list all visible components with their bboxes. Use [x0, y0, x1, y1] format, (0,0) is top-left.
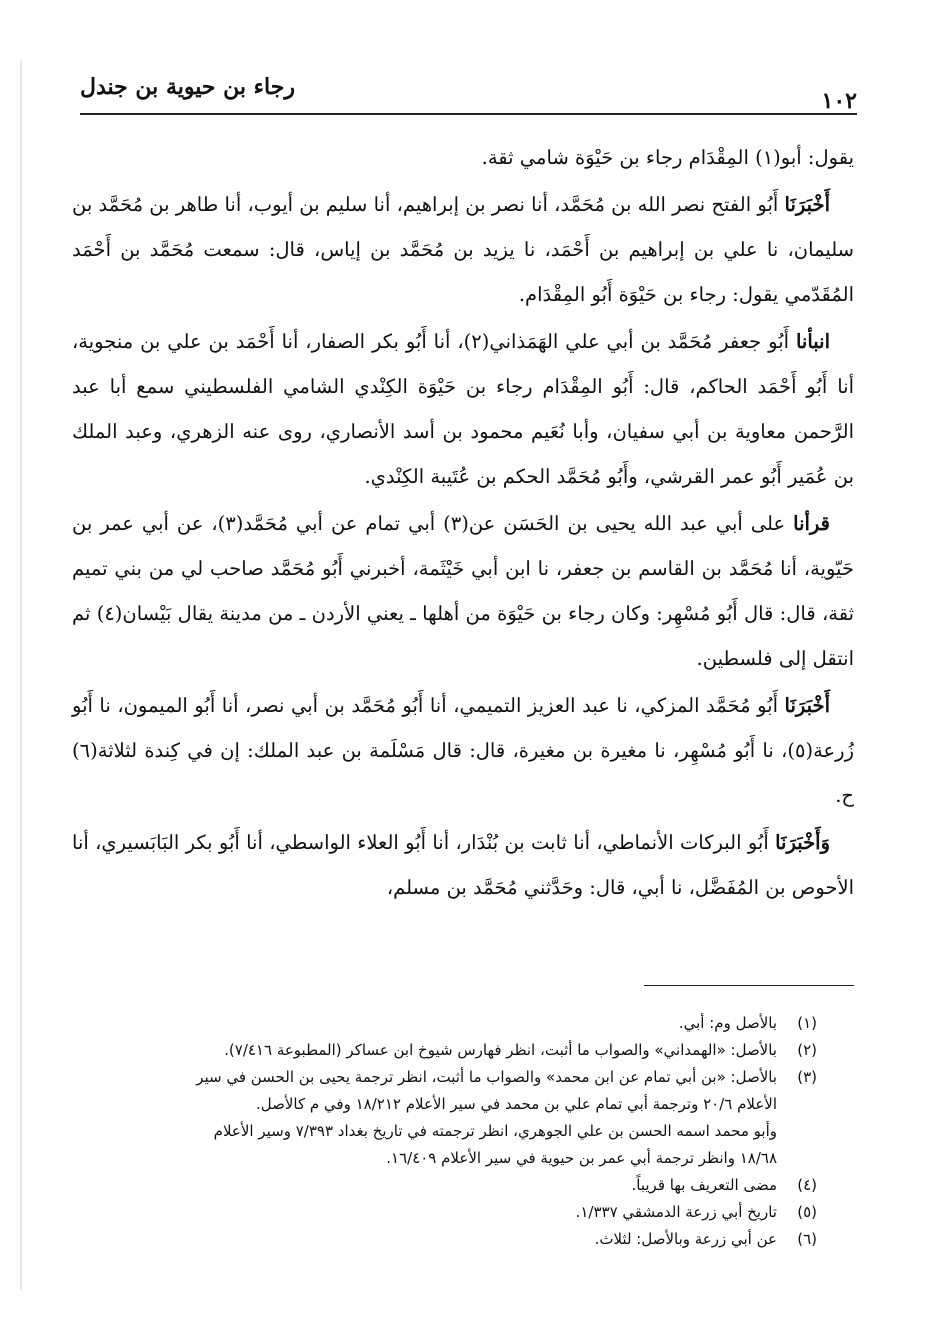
footnote-line: ١٨/٦٨ وانظر ترجمة أبي عمر بن حيوية في سير الأعلام ١٦/٤٠٩. — [386, 1149, 777, 1167]
paragraph — [72, 501, 854, 681]
footnote-rule — [644, 985, 854, 986]
paragraph-lead: أَخْبَرَنَا — [784, 694, 830, 717]
footnote — [80, 1226, 817, 1253]
footnote-number: (٢) — [797, 1041, 817, 1059]
paragraph-text: أَبُو مُحَمَّد المزكي، نا عبد العزيز التميمي، أنا أَبُو مُحَمَّد بن أبي نصر، أنا أَبُو الميمون، نا أَبُو زُرعة(٥)، نا أَبُو مُسْهِر، نا مغيرة بن مغيرة، قال: قال مَسْلَمة بن عبد الملك: إن في كِندة لثلاثة(٦) ح. — [72, 694, 854, 807]
paragraph — [72, 135, 854, 180]
footnote-line: تاريخ أبي زرعة الدمشقي ١/٣٣٧. — [575, 1203, 777, 1221]
paragraph-text: يقول: أبو(١) المِقْدَام رجاء بن حَيْوَة شامي ثقة. — [481, 146, 854, 169]
paragraph — [72, 683, 854, 818]
footnote-line: مضى التعريف بها قريباً. — [631, 1176, 777, 1194]
page-number: ١٠٢ — [821, 88, 857, 114]
paragraph-lead: وَأَخْبَرَنَا — [775, 831, 830, 854]
footnote-line: بالأصل وم: أبي. — [678, 1014, 777, 1032]
paragraph-text: أَبُو الفتح نصر الله بن مُحَمَّد، أنا نصر بن إبراهيم، أنا سليم بن أيوب، أنا طاهر بن مُحَمَّد بن سليمان، نا علي بن إبراهيم بن أَحْمَد، نا يزيد بن مُحَمَّد بن إياس، قال: سمعت مُحَمَّد بن أَحْمَد المُقَدّمي يقول: رجاء بن حَيْوَة أَبُو المِقْدَام. — [72, 193, 854, 306]
footnote-number: (١) — [797, 1014, 817, 1032]
paragraph-text: أَبُو البركات الأنماطي، أنا ثابت بن بُنْدَار، أنا أَبُو العلاء الواسطي، أنا أَبُو بكر البَابَسيري، أنا الأحوص بن المُفَضَّل، نا أبي، قال: وحَدَّثني مُحَمَّد بن مسلم، — [72, 831, 854, 899]
footnote-line: الأعلام ٢٠/٦ وترجمة أبي تمام علي بن محمد في سير الأعلام ١٨/٢١٢ وفي م كالأصل. — [255, 1095, 777, 1113]
paragraph-text: أَبُو جعفر مُحَمَّد بن أبي علي الهَمَذاني(٢)، أنا أَبُو بكر الصفار، أنا أَحْمَد بن علي بن منجوية، أنا أَبُو أَحْمَد الحاكم، قال: أَبُو المِقْدَام رجاء بن حَيْوَة الكِنْدي الشامي الفلسطيني سمع أبا عبد الرَّحمن معاوية بن أبي سفيان، وأبا نُعَيم محمود بن أسد الأنصاري، روى عنه الزهري، وعبد الملك بن عُمَير أَبُو عمر القرشي، وأَبُو مُحَمَّد الحكم بن عُتَيبة الكِنْدي. — [72, 330, 854, 488]
paragraph-lead: انبأنا — [795, 330, 831, 353]
footnote — [80, 1010, 817, 1037]
footnotes — [80, 1010, 817, 1253]
main-text — [72, 135, 854, 910]
paragraph-lead: أَخْبَرَنَا — [784, 193, 830, 216]
footnote-line: وأبو محمد اسمه الحسن بن علي الجوهري، انظر ترجمته في تاريخ بغداد ٧/٣٩٣ وسير الأعلام — [213, 1122, 777, 1140]
footnote-line: بالأصل: «الهمداني» والصواب ما أثبت، انظر فهارس شيوخ ابن عساكر (المطبوعة ٧/٤١٦). — [224, 1041, 777, 1059]
footnote-line: بالأصل: «بن أبي تمام عن ابن محمد» والصواب ما أثبت، انظر ترجمة يحيى بن الحسن في سير — [196, 1068, 777, 1086]
footnote — [80, 1064, 817, 1172]
paragraph — [72, 182, 854, 317]
paragraph-text: على أبي عبد الله يحيى بن الحَسَن عن(٣) أبي تمام عن أبي مُحَمَّد(٣)، عن أبي عمر بن حَيّوية، أنا مُحَمَّد بن القاسم بن جعفر، نا ابن أبي خَيْثَمة، أخبرني أَبُو مُحَمَّد صاحب لي من بني تميم ثقة، قال: قال أَبُو مُسْهِر: وكان رجاء بن حَيْوَة من أهلها ـ يعني الأردن ـ من مدينة يقال بَيْسان(٤) ثم انتقل إلى فلسطين. — [72, 512, 854, 670]
page-header — [80, 70, 857, 114]
paragraph — [72, 319, 854, 499]
scan-edge-shadow — [20, 60, 22, 1290]
footnote — [80, 1172, 817, 1199]
header-rule — [80, 113, 857, 115]
footnote — [80, 1199, 817, 1226]
footnote-line: عن أبي زرعة وبالأصل: لثلاث. — [594, 1230, 777, 1248]
paragraph — [72, 820, 854, 910]
footnote-number: (٣) — [797, 1068, 817, 1086]
running-title: رجاء بن حيوية بن جندل — [80, 74, 295, 100]
paragraph-lead: قرأنا — [793, 512, 830, 535]
footnote — [80, 1037, 817, 1064]
footnote-number: (٤) — [797, 1176, 817, 1194]
footnote-number: (٦) — [797, 1230, 817, 1248]
footnote-number: (٥) — [797, 1203, 817, 1221]
